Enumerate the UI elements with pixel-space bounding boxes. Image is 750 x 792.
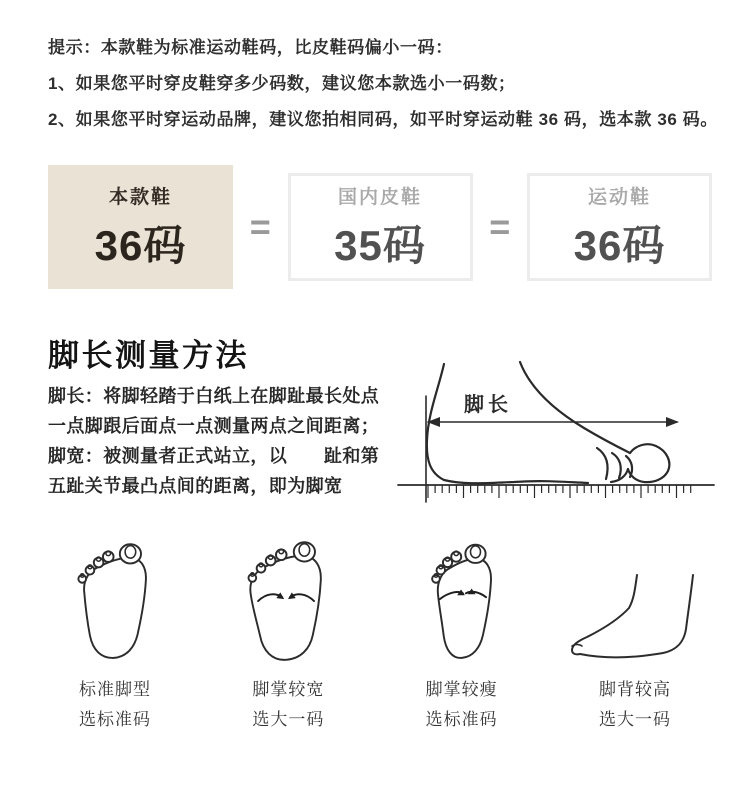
- ruler-ticks: [428, 485, 691, 498]
- measure-line-3: 脚宽：被测量者正式站立，以 趾和第: [48, 446, 380, 466]
- size-box-value: 35码: [334, 221, 426, 269]
- foot-size-advice: 选标准码: [425, 710, 498, 729]
- tip-headline: 提示：本款鞋为标准运动鞋码，比皮鞋码偏小一码：: [48, 38, 453, 57]
- foot-size-advice: 选大一码: [252, 710, 325, 729]
- foot-size-advice: 选标准码: [79, 710, 151, 729]
- measure-line-4: 五趾关节最凸点间的距离，即为脚宽: [48, 476, 343, 496]
- tip-item-1: 1、如果您平时穿皮鞋穿多少码数，建议您本款选小一码数；: [48, 74, 516, 93]
- foot-caption: [599, 675, 671, 735]
- foot-size-advice: 选大一码: [598, 710, 671, 729]
- size-box-label: 运动鞋: [587, 186, 651, 208]
- diagram-label-foot-length: 脚长: [464, 394, 512, 416]
- section-title-measure-method: 脚长测量方法: [48, 338, 249, 373]
- wide-footprint-illustration: [235, 537, 341, 665]
- foot-length-diagram: [392, 356, 720, 516]
- size-box-value: 36码: [94, 221, 187, 269]
- size-box-domestic-leather: [288, 173, 473, 281]
- measure-line-2: 一点脚跟后面点一点测量两点之间距离；: [48, 416, 380, 436]
- foot-type-narrow: [382, 537, 542, 735]
- sizing-tips: [48, 30, 718, 138]
- standard-footprint-illustration: [62, 537, 168, 665]
- measure-line-1: 脚长：将脚轻踏于白纸上在脚趾最长处点: [48, 386, 380, 406]
- equals-sign: =: [489, 206, 511, 247]
- foot-type-name: 标准脚型: [79, 680, 151, 699]
- foot-type-name: 脚掌较宽: [252, 680, 325, 699]
- equals-sign: =: [249, 206, 271, 247]
- size-box-label: 国内皮鞋: [337, 186, 422, 208]
- measure-instructions: [48, 381, 400, 501]
- foot-type-standard: [35, 537, 195, 735]
- foot-type-high-instep: [555, 537, 715, 735]
- foot-type-wide: [208, 537, 368, 735]
- high-instep-illustration: [565, 537, 705, 665]
- foot-caption: [426, 675, 498, 735]
- narrow-footprint-illustration: [409, 537, 515, 665]
- size-box-value: 36码: [573, 221, 666, 269]
- foot-side-ruler-illustration: [392, 356, 720, 516]
- foot-caption: [79, 675, 151, 735]
- foot-type-name: 脚掌较瘦: [425, 680, 498, 699]
- size-box-label: 本款鞋: [108, 186, 172, 208]
- foot-caption: [252, 675, 324, 735]
- size-comparison-row: [48, 165, 712, 289]
- foot-type-name: 脚背较高: [598, 680, 671, 699]
- foot-types-row: [35, 537, 715, 735]
- size-box-sport-shoe: [527, 173, 712, 281]
- size-box-this-shoe: [48, 165, 233, 289]
- arrowhead-right: [666, 417, 679, 427]
- tip-item-2: 2、如果您平时穿运动品牌，建议您拍相同码，如平时穿运动鞋 36 码，选本款 36 码。: [48, 110, 718, 129]
